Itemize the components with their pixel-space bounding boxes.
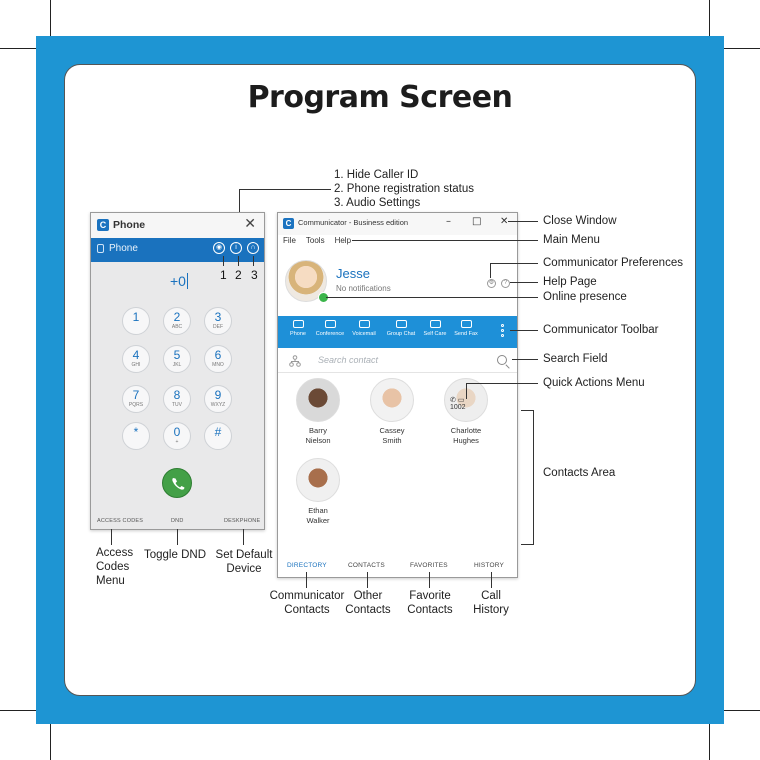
- menu-help[interactable]: Help: [334, 236, 352, 245]
- leader-line: [352, 240, 538, 241]
- registration-info-icon[interactable]: i: [230, 242, 242, 254]
- indicator-number-3: 3: [251, 268, 258, 282]
- callout-top-list: [334, 168, 474, 210]
- leader-line: [326, 297, 538, 298]
- key-4[interactable]: 4 GHI: [122, 345, 150, 373]
- callout-registration-status: 2. Phone registration status: [334, 183, 474, 195]
- leader-line: [243, 529, 244, 545]
- callout-online-presence: Online presence: [543, 291, 627, 303]
- tab-directory[interactable]: DIRECTORY: [287, 562, 327, 569]
- key-3[interactable]: 3 DEF: [204, 307, 232, 335]
- tab-contacts[interactable]: CONTACTS: [348, 562, 385, 569]
- key-hash[interactable]: #: [204, 422, 232, 450]
- search-icon[interactable]: [497, 355, 507, 365]
- phone-close-button[interactable]: ✕: [244, 216, 256, 232]
- callout-audio-settings: 3. Audio Settings: [334, 197, 421, 209]
- callout-toggle-dnd: Toggle DND: [144, 549, 206, 561]
- leader-line: [306, 572, 307, 588]
- call-button[interactable]: [162, 468, 192, 498]
- communicator-window: [277, 212, 518, 578]
- app-logo-icon: C: [97, 219, 109, 231]
- main-menu: [283, 236, 351, 245]
- hide-caller-id-icon[interactable]: ◉: [213, 242, 225, 254]
- access-codes-button[interactable]: ACCESS CODES: [97, 518, 144, 524]
- deskphone-button[interactable]: DESKPHONE: [224, 518, 261, 524]
- key-2[interactable]: 2 ABC: [163, 307, 191, 335]
- search-input[interactable]: Search contact: [318, 355, 379, 365]
- contact-card[interactable]: [288, 378, 348, 446]
- contact-card[interactable]: [362, 378, 422, 446]
- voicemail-icon: [359, 320, 370, 328]
- callout-communicator-contacts: Communicator Contacts: [269, 590, 345, 616]
- leader-line: [512, 359, 538, 360]
- gear-icon[interactable]: ⚙: [488, 280, 495, 286]
- contact-first-name: Charlotte: [450, 426, 482, 435]
- phone-window-title: Phone: [113, 219, 146, 231]
- contact-first-name: Barry: [309, 426, 327, 435]
- callout-favorite-contacts: Favorite Contacts: [407, 590, 453, 616]
- toolbar-more-icon[interactable]: [501, 324, 505, 339]
- bottom-tabs: [278, 558, 517, 576]
- callout-help-page: Help Page: [543, 276, 597, 288]
- leader-line: [223, 256, 224, 266]
- page-title: Program Screen: [247, 80, 513, 115]
- leader-line: [490, 263, 491, 278]
- fax-icon: [461, 320, 472, 328]
- leader-line: [490, 263, 538, 264]
- bracket-line: [533, 410, 534, 544]
- contact-card[interactable]: [288, 458, 348, 526]
- leader-line: [508, 221, 538, 222]
- key-5[interactable]: 5 JKL: [163, 345, 191, 373]
- contact-last-name: Nielson: [305, 436, 331, 445]
- callout-set-default-device: Set Default Device: [215, 549, 273, 575]
- callout-access-codes: Access Codes Menu: [96, 547, 134, 587]
- headset-icon[interactable]: ∩: [247, 242, 259, 254]
- bracket-line: [521, 544, 534, 545]
- menu-tools[interactable]: Tools: [305, 236, 325, 245]
- key-9[interactable]: 9 WXYZ: [204, 385, 232, 413]
- contact-first-name: Ethan: [308, 506, 328, 515]
- leader-line: [510, 330, 538, 331]
- quick-action-extension: 1002: [450, 404, 466, 411]
- leader-line: [238, 256, 239, 266]
- callout-call-history: Call History: [473, 590, 509, 616]
- leader-line: [111, 529, 112, 545]
- key-0[interactable]: 0 +: [163, 422, 191, 450]
- maximize-button[interactable]: □: [472, 216, 482, 227]
- minimize-button[interactable]: –: [446, 216, 451, 227]
- leader-line: [239, 189, 331, 190]
- toolbar-phone[interactable]: Phone: [280, 320, 316, 337]
- leader-line: [367, 572, 368, 588]
- key-star[interactable]: *: [122, 422, 150, 450]
- leader-line: [510, 282, 538, 283]
- callout-hide-caller-id: 1. Hide Caller ID: [334, 169, 419, 181]
- key-7[interactable]: 7 PQRS: [122, 385, 150, 413]
- toolbar-send-fax[interactable]: Send Fax: [448, 320, 484, 337]
- notification-status: No notifications: [336, 284, 391, 293]
- leader-line: [466, 383, 538, 384]
- leader-line: [491, 572, 492, 588]
- dnd-button[interactable]: DND: [171, 518, 184, 524]
- toolbar-group-chat[interactable]: Group Chat: [383, 320, 419, 337]
- tab-history[interactable]: HISTORY: [474, 562, 505, 569]
- callout-contacts-area: Contacts Area: [543, 467, 616, 479]
- avatar: [370, 378, 414, 422]
- contact-last-name: Hughes: [453, 436, 479, 445]
- key-6[interactable]: 6 MNO: [204, 345, 232, 373]
- quick-actions-menu[interactable]: [450, 396, 466, 411]
- phone-titlebar: [91, 213, 264, 238]
- search-bar: [278, 349, 517, 373]
- avatar: [296, 458, 340, 502]
- contact-last-name: Walker: [306, 516, 330, 525]
- callout-toolbar: Communicator Toolbar: [543, 324, 659, 336]
- phone-handset-icon: [163, 469, 193, 499]
- app-logo-icon: C: [283, 218, 294, 229]
- dial-display-value: +0: [170, 273, 186, 289]
- close-window-button[interactable]: ✕: [500, 216, 509, 227]
- help-icon[interactable]: ?: [501, 279, 510, 288]
- callout-main-menu: Main Menu: [543, 234, 600, 246]
- contact-first-name: Cassey: [379, 426, 405, 435]
- communicator-titlebar: [278, 213, 517, 235]
- toolbar-self-care[interactable]: Self Care: [417, 320, 453, 337]
- org-chart-icon[interactable]: [289, 355, 301, 367]
- self-care-icon: [430, 320, 441, 328]
- phone-handset-icon: ✆: [450, 397, 456, 404]
- conference-icon: [325, 320, 336, 328]
- callout-close-window: Close Window: [543, 215, 617, 227]
- callout-other-contacts: Other Contacts: [345, 590, 391, 616]
- dial-display[interactable]: [170, 273, 188, 289]
- callout-quick-actions: Quick Actions Menu: [543, 377, 645, 389]
- toolbar-conference[interactable]: Conference: [312, 320, 348, 337]
- communicator-window-title: Communicator - Business edition: [298, 218, 409, 227]
- phone-bar-label: Phone: [109, 243, 138, 254]
- chat-icon: ▭: [457, 397, 465, 404]
- callout-search-field: Search Field: [543, 353, 608, 365]
- contact-last-name: Smith: [382, 436, 402, 445]
- avatar: [296, 378, 340, 422]
- chat-icon: [396, 320, 407, 328]
- indicator-number-1: 1: [220, 268, 227, 282]
- key-8[interactable]: 8 TUV: [163, 385, 191, 413]
- lock-icon: [97, 244, 104, 253]
- communicator-toolbar: [278, 316, 517, 348]
- callout-preferences: Communicator Preferences: [543, 257, 683, 269]
- key-1[interactable]: 1: [122, 307, 150, 335]
- leader-line: [429, 572, 430, 588]
- phone-icon: [293, 320, 304, 328]
- user-name: Jesse: [336, 266, 370, 281]
- leader-line: [466, 383, 467, 399]
- leader-line: [253, 256, 254, 266]
- menu-file[interactable]: File: [283, 236, 296, 245]
- indicator-number-2: 2: [235, 268, 242, 282]
- leader-line: [177, 529, 178, 545]
- toolbar-voicemail[interactable]: Voicemail: [346, 320, 382, 337]
- tab-favorites[interactable]: FAVORITES: [410, 562, 448, 569]
